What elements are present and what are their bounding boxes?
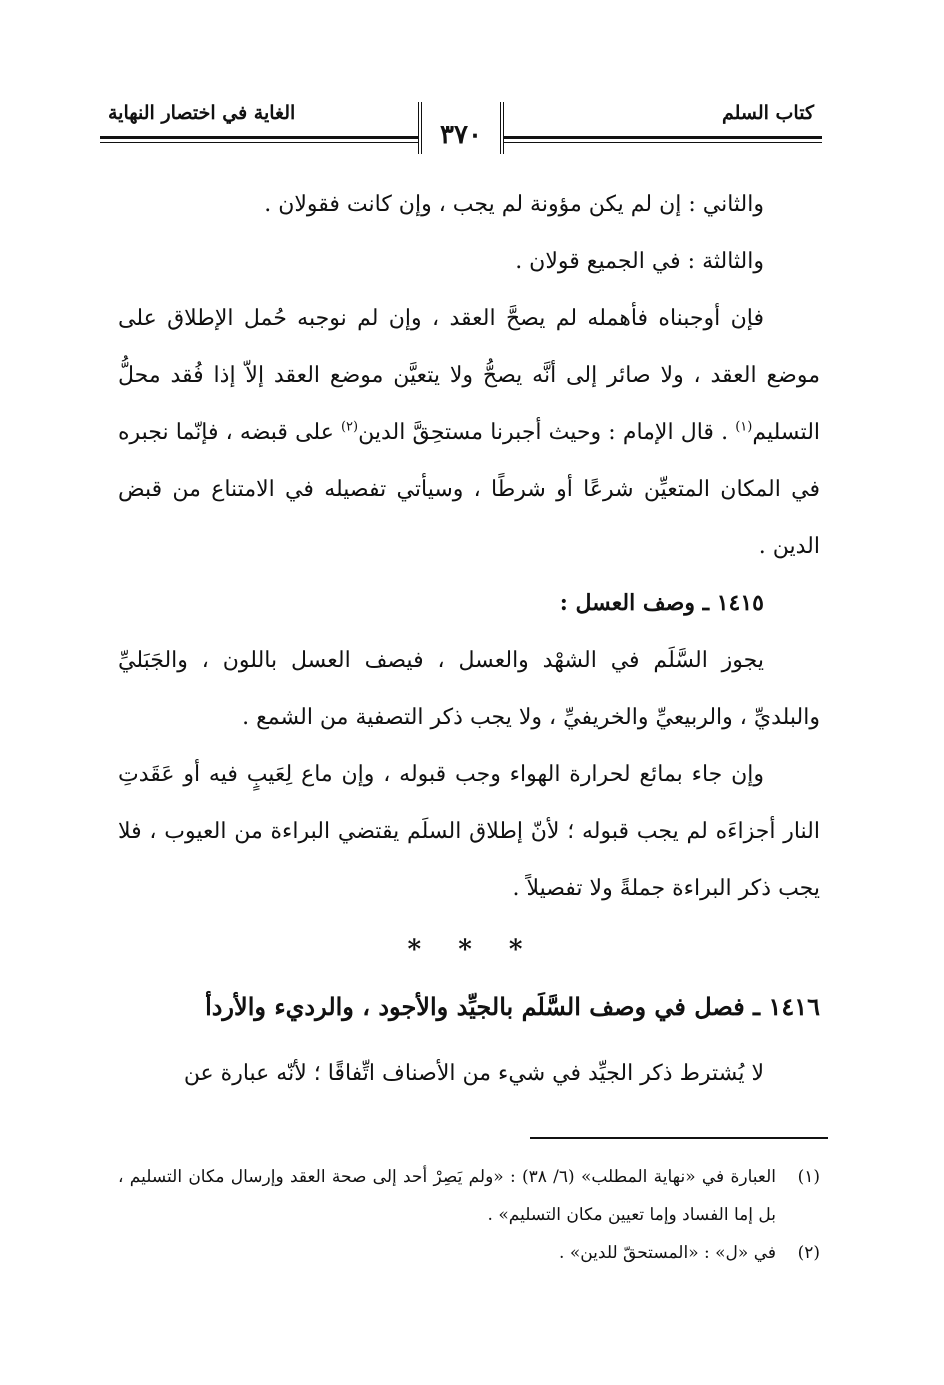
section-separator: * * * [407,935,537,965]
footnote-1-number: (١) [797,1167,820,1187]
page-number-box [418,102,504,154]
section-title-1416: ١٤١٦ ـ فصل في وصف السَّلَم بالجيِّد والأجود ، والرديء والأردأ [205,992,820,1021]
header-series-title: الغاية في اختصار النهاية [108,102,296,124]
paragraph-3 [118,746,820,917]
running-header [100,96,822,166]
line-third-text: والثالثة : في الجميع قولان . [515,249,764,274]
paragraph-1 [118,290,820,575]
paragraph-3-text: وإن جاء بمائع لحرارة الهواء وجب قبوله ، وإن ماع لِعَيبٍ فيه أو عَقَدتِ النار أجزاءَه لم يجب قبوله ؛ لأنّ إطلاق السلَم يقتضي البراءة من العيوب ، فلا يجب ذكر البراءة جملةً ولا تفصيلاً . [118,762,820,901]
footnote-2-number: (٢) [797,1243,820,1263]
header-rule-left-thin [100,142,418,143]
footnote-1-text: العبارة في «نهاية المطلب» (٦/ ٣٨) : «ولم يَصِرْ أحد إلى صحة العقد وإرسال مكان التسليم ، بل إما الفساد وإما تعيين مكان التسليم» . [118,1167,776,1225]
line-second-text: والثاني : إن لم يكن مؤونة لم يجب ، وإن كانت فقولان . [264,192,764,217]
header-rule-right [504,136,822,139]
footnote-1 [118,1158,820,1234]
page-number: ٣٧٠ [440,120,482,150]
header-book-title: كتاب السلم [721,102,814,124]
heading-1415 [118,575,820,632]
paragraph-2-text: يجوز السَّلَم في الشهْد والعسل ، فيصف العسل باللون ، والجَبَليِّ والبلديِّ ، والربيعيِّ والخريفيِّ ، ولا يجب ذكر التصفية من الشمع . [118,648,820,730]
footnote-ref-2[interactable]: (٢) [340,419,359,435]
heading-1415-text: ١٤١٥ ـ وصف العسل : [559,590,764,616]
footnote-2 [118,1234,820,1272]
line-second [118,176,820,233]
paragraph-1-middle: . قال الإمام : وحيث أجبرنا مستحِقَّ الدين [358,420,736,445]
section-body-1416: لا يُشترط ذكر الجيِّد في شيء من الأصناف اتِّفاقًا ؛ لأنّه عبارة عن [183,1061,764,1086]
header-rule-right-thin [504,142,822,143]
header-rule-left [100,136,418,139]
footnote-2-text: في «ل» : «المستحقّ للدين» . [559,1243,776,1263]
footnotes [118,1158,820,1272]
line-third [118,233,820,290]
footnote-ref-1[interactable]: (١) [735,419,753,435]
paragraph-2 [118,632,820,746]
main-text [118,176,820,917]
paragraph-1-end: على قبضه ، فإنّما نجبره في المكان المتعيِّن شرعًا أو شرطًا ، وسيأتي تفصيله في الامتناع من قبض الدين . [118,420,820,559]
paragraph-1-start: فإن أوجبناه فأهمله لم يصحَّ العقد ، وإن لم نوجبه حُمل الإطلاق على موضع العقد ، ولا صائر إلى أنَّه يصحُّ ولا يتعيَّن موضع العقد إلاّ إذا فُقد محلُّ التسليم [118,306,821,445]
footnote-divider [530,1137,828,1139]
